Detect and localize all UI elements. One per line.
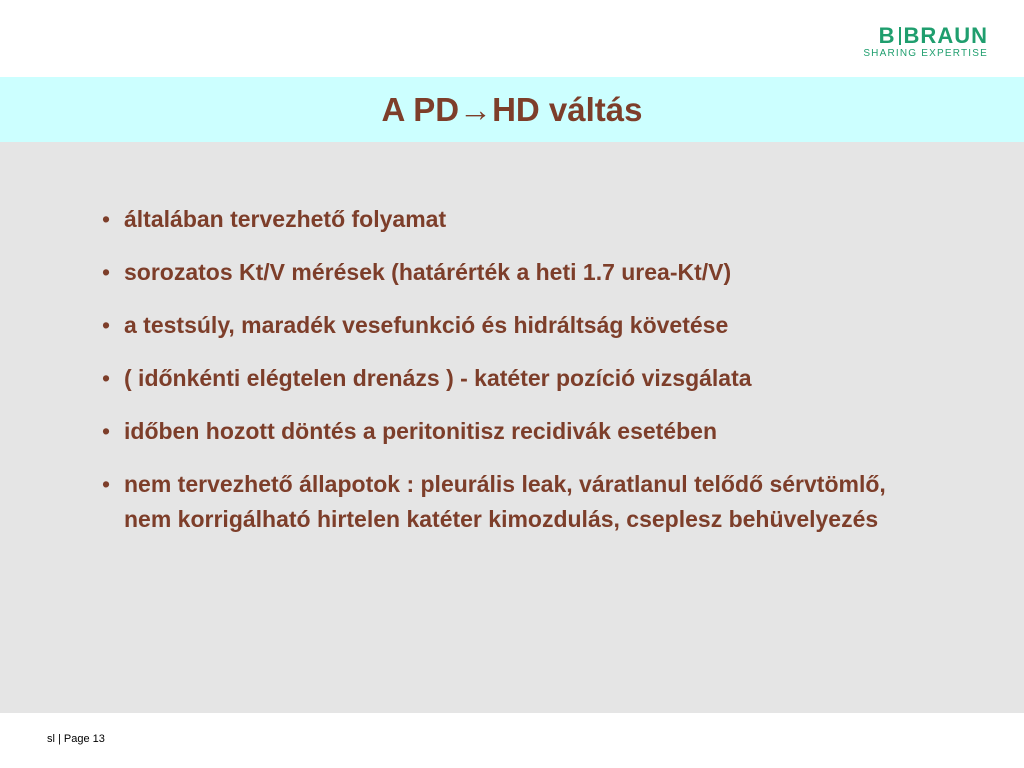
bullet-icon: •	[102, 206, 111, 232]
logo-separator	[899, 27, 901, 45]
bullet-text: nem tervezhető állapotok : pleurális leak, váratlanul telődő sérvtömlő, nem korrigálható hirtelen katéter kimozdulás, cseplesz behüvelyezés	[124, 471, 886, 532]
bbraun-logo	[863, 24, 988, 60]
bullet-item	[102, 467, 922, 537]
slide-content	[0, 142, 1024, 713]
bullet-icon: •	[102, 471, 111, 497]
bullet-list	[102, 202, 922, 555]
bullet-text: sorozatos Kt/V mérések (határérték a heti 1.7 urea-Kt/V)	[124, 259, 732, 285]
bullet-item	[102, 202, 922, 237]
bullet-icon: •	[102, 312, 111, 338]
page-number-label: sl | Page 13	[47, 733, 105, 745]
bullet-item	[102, 255, 922, 290]
header-bar	[0, 0, 1024, 77]
logo-brand-left: B	[878, 23, 896, 48]
bullet-item	[102, 414, 922, 449]
bullet-text: időben hozott döntés a peritonitisz recidivák esetében	[124, 418, 717, 444]
logo-wordmark	[863, 24, 988, 48]
logo-brand-right: BRAUN	[903, 23, 988, 48]
bullet-icon: •	[102, 365, 111, 391]
bullet-text: a testsúly, maradék vesefunkció és hidráltság követése	[124, 312, 729, 338]
bullet-text: ( időnkénti elégtelen drenázs ) - katéter pozíció vizsgálata	[124, 365, 752, 391]
footer-bar	[0, 713, 1024, 768]
bullet-icon: •	[102, 259, 111, 285]
bullet-text: általában tervezhető folyamat	[124, 206, 447, 232]
bullet-item	[102, 361, 922, 396]
title-band	[0, 77, 1024, 142]
bullet-item	[102, 308, 922, 343]
slide-title: A PD→HD váltás	[381, 91, 643, 128]
bullet-icon: •	[102, 418, 111, 444]
logo-tagline: SHARING EXPERTISE	[863, 48, 988, 59]
